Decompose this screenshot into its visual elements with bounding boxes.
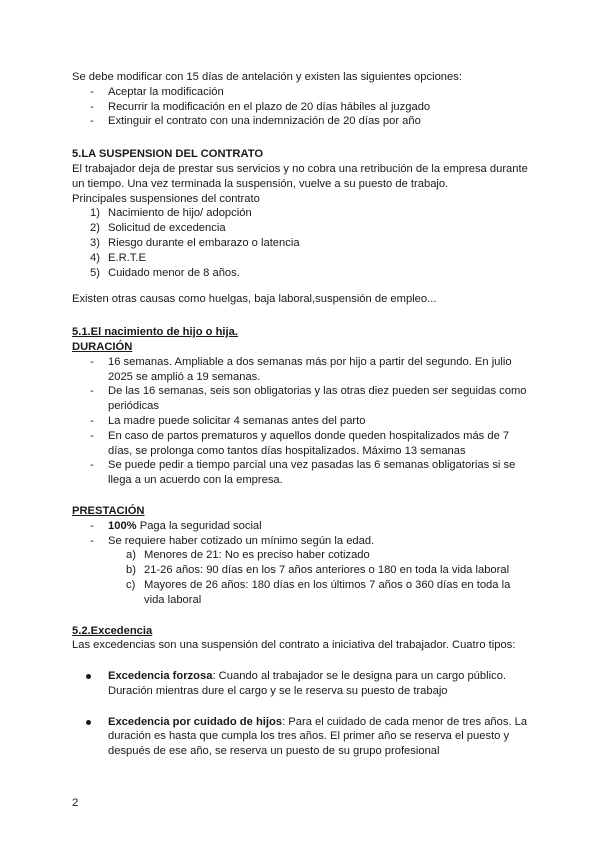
list-item: - Se puede pedir a tiempo parcial una vez pasadas las 6 semanas obligatorias si se llega a un acuerdo con la empresa. xyxy=(72,458,532,488)
prestacion-sublist xyxy=(72,548,532,607)
section-5-2-heading: 5.2.Excedencia xyxy=(72,624,153,637)
section-5-1-heading: 5.1.El nacimiento de hijo o hija. xyxy=(72,326,238,339)
list-item: 3) Riesgo durante el embarazo o latencia xyxy=(90,236,300,249)
list-item: 5) Cuidado menor de 8 años. xyxy=(90,266,240,279)
list-item: c) Mayores de 26 años: 180 días en los últimos 7 años o 360 días en toda la vida laboral xyxy=(126,578,511,606)
intro-options-list xyxy=(72,85,532,129)
list-item: - Extinguir el contrato con una indemnización de 20 días por año xyxy=(72,114,532,129)
document-page xyxy=(72,70,532,759)
list-item: a) Menores de 21: No es preciso haber cotizado xyxy=(126,549,370,562)
list-item: - Recurrir la modificación en el plazo de 20 días hábiles al juzgado xyxy=(72,100,532,115)
prestacion-list xyxy=(72,519,532,549)
intro-text: Se debe modificar con 15 días de antelación y existen las siguientes opciones: xyxy=(72,71,462,83)
list-item: 1) Nacimiento de hijo/ adopción xyxy=(90,207,252,220)
list-item: - De las 16 semanas, seis son obligatorias y las otras diez pueden ser seguidas como periódicas xyxy=(72,384,532,414)
duracion-list xyxy=(72,355,532,488)
suspensions-list xyxy=(72,206,532,280)
list-item: 2) Solicitud de excedencia xyxy=(90,222,226,235)
excedencia-list-2 xyxy=(72,715,532,759)
section-5-2-intro: Las excedencias son una suspensión del contrato a iniciativa del trabajador. Cuatro tipos: xyxy=(72,639,516,652)
page-number: 2 xyxy=(72,797,79,809)
section-5-others: Existen otras causas como huelgas, baja laboral,suspensión de empleo... xyxy=(72,293,437,306)
list-item: - Aceptar la modificación xyxy=(72,85,532,100)
list-item: - La madre puede solicitar 4 semanas antes del parto xyxy=(72,414,532,429)
list-item: - 100% Paga la seguridad social xyxy=(72,519,532,534)
list-item: 4) E.R.T.E xyxy=(90,251,146,264)
list-item: - Se requiere haber cotizado un mínimo según la edad. xyxy=(72,534,532,549)
section-5-paragraph: El trabajador deja de prestar sus servicios y no cobra una retribución de la empresa durante un tiempo. Una vez terminada la suspensión, vuelve a su puesto de trabajo. xyxy=(72,162,528,190)
list-item: Excedencia por cuidado de hijos: Para el cuidado de cada menor de tres años. La duración es hasta que cumpla los tres años. El primer año se reserva el puesto y después de ese año, se reserva un puesto de su grupo profesional xyxy=(72,715,532,759)
duracion-heading: DURACIÓN xyxy=(72,340,133,353)
list-item: - En caso de partos prematuros y aquellos donde queden hospitalizados más de 7 días, se prolonga como tantos días hospitalizados. Máximo 13 semanas xyxy=(72,429,532,459)
list-item: - 16 semanas. Ampliable a dos semanas más por hijo a partir del segundo. En julio 2025 se amplió a 19 semanas. xyxy=(72,355,532,385)
list-item: b) 21-26 años: 90 días en los 7 años anteriores o 180 en toda la vida laboral xyxy=(126,564,510,577)
bullet-icon xyxy=(86,674,91,679)
prestacion-heading: PRESTACIÓN xyxy=(72,504,145,517)
list-item: Excedencia forzosa: Cuando al trabajador se le designa para un cargo público. Duración mientras dure el cargo y se le reserva su puesto de trabajo xyxy=(72,669,532,699)
section-5-heading: 5.LA SUSPENSION DEL CONTRATO xyxy=(72,148,264,161)
section-5-list-intro: Principales suspensiones del contrato xyxy=(72,192,260,205)
bullet-icon xyxy=(86,720,91,725)
excedencia-list xyxy=(72,669,532,699)
